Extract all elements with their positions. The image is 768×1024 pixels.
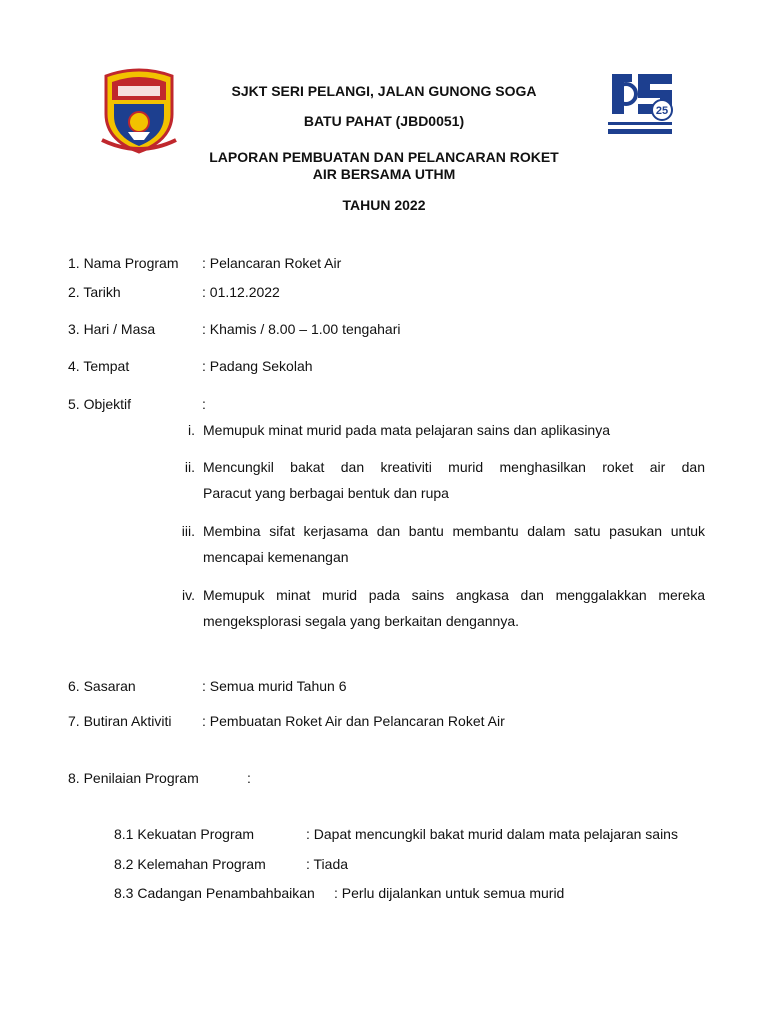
objective-line: Memupuk minat murid pada mata pelajaran sains dan aplikasinya bbox=[203, 422, 610, 438]
objective-colon: : bbox=[202, 396, 206, 412]
report-title-line2: AIR BERSAMA UTHM bbox=[312, 166, 456, 182]
objective-item bbox=[203, 454, 705, 506]
objective-line: Mencungkil bakat dan kreativiti murid menghasilkan roket air dan bbox=[203, 459, 705, 475]
school-name: SJKT SERI PELANGI, JALAN GUNONG SOGA bbox=[231, 83, 537, 99]
venue-value: : Padang Sekolah bbox=[202, 358, 313, 374]
report-title-line1: LAPORAN PEMBUATAN DAN PELANCARAN ROKET bbox=[209, 149, 559, 165]
program-label: 1. Nama Program bbox=[68, 255, 179, 271]
program-value: : Pelancaran Roket Air bbox=[202, 255, 342, 271]
objective-line: Membina sifat kerjasama dan bantu membantu dalam satu pasukan untuk bbox=[203, 523, 705, 539]
objective-line: mencapai kemenangan bbox=[203, 549, 349, 565]
strength-label: 8.1 Kekuatan Program bbox=[114, 826, 255, 842]
activity-label: 7. Butiran Aktiviti bbox=[68, 713, 172, 729]
objective-number: iii. bbox=[181, 523, 195, 539]
objective-line: Memupuk minat murid pada sains angkasa dan menggalakkan mereka bbox=[203, 587, 705, 603]
objective-item bbox=[203, 417, 705, 443]
report-year: TAHUN 2022 bbox=[342, 197, 426, 213]
suggestion-value: : Perlu dijalankan untuk semua murid bbox=[334, 885, 565, 901]
date-label: 2. Tarikh bbox=[68, 284, 121, 300]
target-label: 6. Sasaran bbox=[68, 678, 136, 694]
date-value: : 01.12.2022 bbox=[202, 284, 280, 300]
evaluation-colon: : bbox=[247, 770, 251, 786]
strength-value: : Dapat mencungkil bakat murid dalam mata pelajaran sains bbox=[306, 826, 678, 842]
logo-number: 25 bbox=[655, 105, 669, 117]
objective-line: mengeksplorasi segala yang berkaitan dengannya. bbox=[203, 613, 519, 629]
objective-line: Paracut yang berbagai bentuk dan rupa bbox=[203, 485, 449, 501]
objective-number: ii. bbox=[184, 459, 195, 475]
report-title bbox=[0, 149, 768, 183]
time-label: 3. Hari / Masa bbox=[68, 321, 156, 337]
school-code: BATU PAHAT (JBD0051) bbox=[303, 113, 465, 129]
objective-item bbox=[203, 582, 705, 634]
time-value: : Khamis / 8.00 – 1.00 tengahari bbox=[202, 321, 401, 337]
objective-label: 5. Objektif bbox=[68, 396, 132, 412]
evaluation-label: 8. Penilaian Program bbox=[68, 770, 199, 786]
activity-value: : Pembuatan Roket Air dan Pelancaran Roket Air bbox=[202, 713, 505, 729]
weakness-value: : Tiada bbox=[306, 856, 349, 872]
objective-number: i. bbox=[188, 422, 195, 438]
objective-item bbox=[203, 518, 705, 570]
school-crest-logo bbox=[98, 66, 180, 154]
weakness-label: 8.2 Kelemahan Program bbox=[114, 856, 266, 872]
target-value: : Semua murid Tahun 6 bbox=[202, 678, 347, 694]
objective-number: iv. bbox=[182, 587, 195, 603]
venue-label: 4. Tempat bbox=[68, 358, 130, 374]
suggestion-label: 8.3 Cadangan Penambahbaikan bbox=[114, 885, 315, 901]
